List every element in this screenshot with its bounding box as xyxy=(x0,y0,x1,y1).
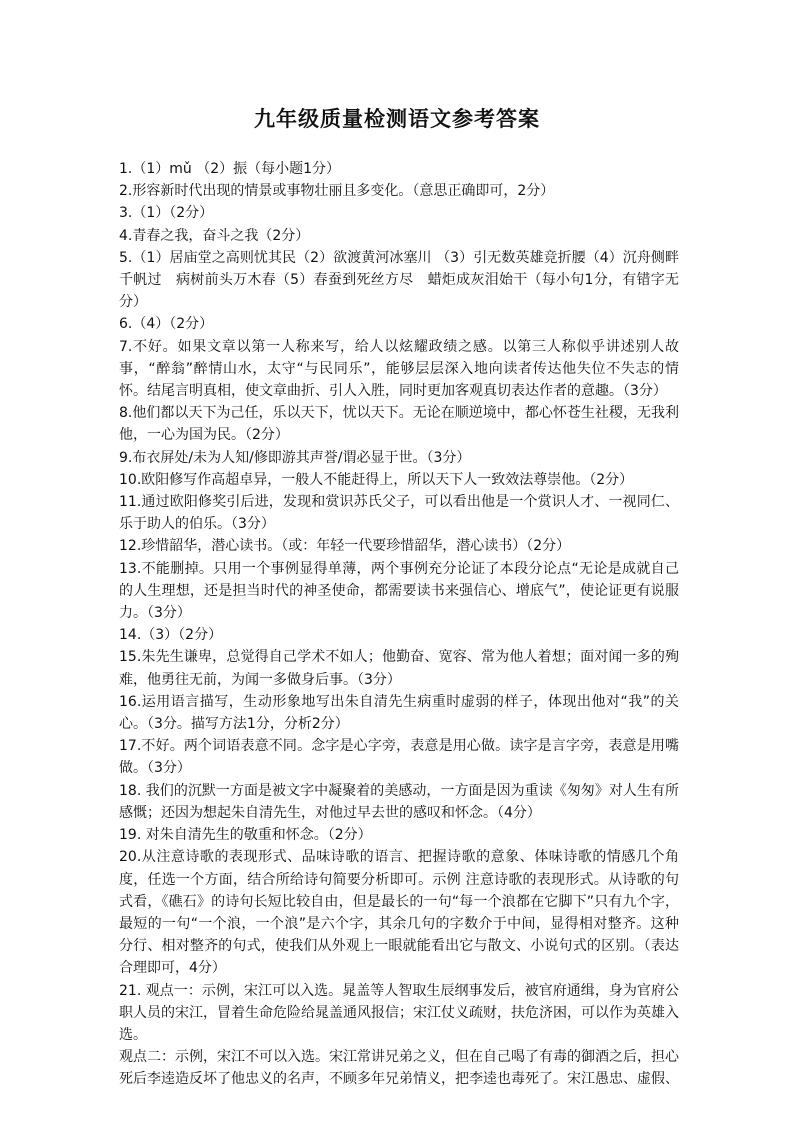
answer-1: 1.（1）mǔ （2）振（每小题1分） xyxy=(119,161,341,177)
answer-8: 8.他们都以天下为己任，乐以天下，忧以天下。无论在顺逆境中，都心怀苍生社稷，无我利他，一心为国为民。（2分） xyxy=(119,405,679,444)
answer-5: 5.（1）居庙堂之高则忧其民（2）欲渡黄河冰塞川 （3）引无数英雄竞折腰（4）沉舟侧畔千帆过 病树前头万木春（5）春蚕到死丝方尽 蜡炬成灰泪始干（每小句1分，有错字无分） xyxy=(119,249,679,311)
answer-11: 11.通过欧阳修奖引后进，发现和赏识苏氏父子，可以看出他是一个赏识人才、一视同仁、乐于助人的伯乐。（3分） xyxy=(119,494,679,533)
answer-12: 12.珍惜韶华，潜心读书。（或：年轻一代要珍惜韶华，潜心读书）（2分） xyxy=(119,538,571,555)
answer-19: 19. 对朱自清先生的敬重和怀念。（2分） xyxy=(119,827,372,844)
page-title: 九年级质量检测语文参考答案 xyxy=(254,106,540,131)
answer-9: 9.布衣屏处/未为人知/修即游其声誉/谓必显于世。（3分） xyxy=(119,449,471,466)
answer-4: 4.青春之我，奋斗之我（2分） xyxy=(119,227,310,244)
answer-17: 17.不好。两个词语表意不同。念字是心字旁，表意是用心做。读字是言字旁，表意是用嘴做。（3分） xyxy=(119,738,679,777)
answer-21-view-1: 21. 观点一：示例，宋江可以入选。晁盖等人智取生辰纲事发后，被官府通缉，身为官府公职人员的宋江，冒着生命危险给晁盖通风报信；宋江仗义疏财，扶危济困，可以作为英雄入选。 xyxy=(119,982,679,1043)
answer-14: 14.（3）（2分） xyxy=(119,627,223,644)
answer-20: 20.从注意诗歌的表现形式、品味诗歌的语言、把握诗歌的意象、体味诗歌的情感几个角度，任选一个方面，结合所给诗句简要分析即可。示例 注意诗歌的表现形式。从诗歌的句式看，《礁石》的诗句长短比较自由，但是最长的一句“每一个浪都在它脚下”只有九个字，最短的一句“一个浪，一个浪”是六个字，其余几句的字数介于中间，显得相对整齐。这种分行、相对整齐的句式，使我们从外观上一眼就能看出它与散文、小说句式的区别。（表达合理即可，4分） xyxy=(119,849,679,977)
answer-15: 15.朱先生谦卑，总觉得自己学术不如人；他勤奋、宽容、常为他人着想；面对闻一多的殉难，他勇往无前，为闻一多做身后事。（3分） xyxy=(119,649,679,688)
answer-3: 3.（1）（2分） xyxy=(119,205,214,222)
answer-16: 16.运用语言描写，生动形象地写出朱自清先生病重时虚弱的样子，体现出他对“我”的关心。（3分。描写方法1分，分析2分） xyxy=(119,693,679,733)
answer-13: 13.不能删掉。只用一个事例显得单薄，两个事例充分论证了本段分论点“无论是成就自己的人生理想，还是担当时代的神圣使命，都需要读书来强信心、增底气”，使论证更有说服力。（3分） xyxy=(119,560,679,622)
answer-list xyxy=(119,158,679,1091)
answer-10: 10.欧阳修写作高超卓异，一般人不能赶得上，所以天下人一致效法尊崇他。（2分） xyxy=(119,471,634,488)
answer-6: 6.（4）（2分） xyxy=(119,316,214,333)
answer-18: 18. 我们的沉默一方面是被文字中凝聚着的美感动，一方面是因为重读《匆匆》对人生有所感慨；还因为想起朱自清先生，对他过早去世的感叹和怀念。（4分） xyxy=(119,782,679,821)
answer-7: 7.不好。如果文章以第一人称来写，给人以炫耀政绩之感。以第三人称似乎讲述别人故事，“醉翁”醉情山水，太守“与民同乐”，能够层层深入地向读者传达他失位不失志的情怀。结尾言明真相，使文章曲折、引人入胜，同时更加客观真切表达作者的意趣。（3分） xyxy=(119,338,679,400)
answer-2: 2.形容新时代出现的情景或事物壮丽且多变化。（意思正确即可，2分） xyxy=(119,183,555,200)
answer-21-view-2: 观点二：示例，宋江不可以入选。宋江常讲兄弟之义，但在自己喝了有毒的御酒之后，担心死后李逵造反坏了他忠义的名声，不顾多年兄弟情义，把李逵也毒死了。宋江愚忠、虚假、 xyxy=(119,1049,679,1088)
